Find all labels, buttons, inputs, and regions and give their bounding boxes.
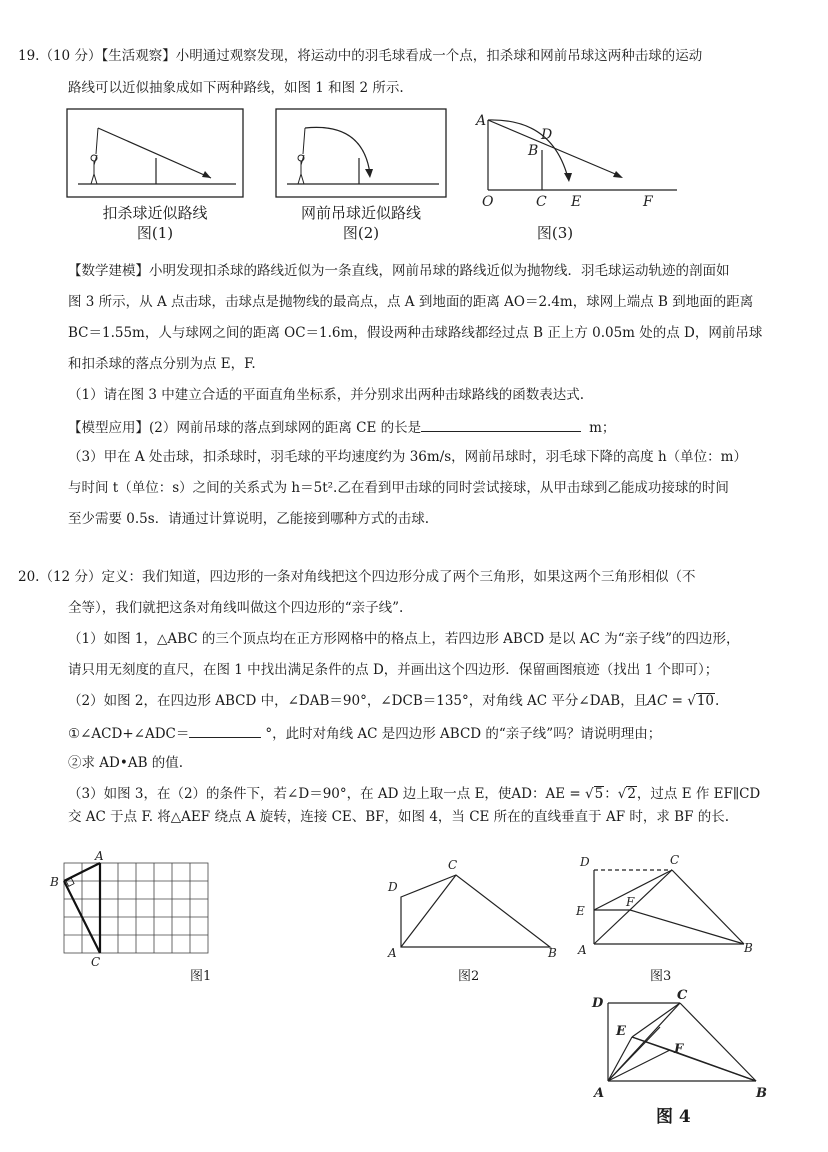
fig3-point-A: A [476, 113, 487, 129]
q19-fig2-caption: 网前吊球近似路线 [300, 204, 421, 222]
q20-p1-line1: （1）如图 1，△ABC 的三个顶点均在正方形网格中的格点上，若四边形 ABCD 是以 AC 为“亲子线”的四边形， [68, 631, 740, 647]
q20-p2-line3: ②求 AD•AB 的值. [68, 755, 184, 771]
q19-fig2-label: 图(2) [342, 224, 380, 242]
q20-fig1-point-A: A [95, 849, 104, 863]
q20-fig3-label: 图3 [650, 969, 672, 984]
q19-model-line1: 【数学建模】小明发现扣杀球的路线近似为一条直线，网前吊球的路线近似为抛物线．羽毛球运动轨迹的剖面如 [68, 263, 730, 279]
q20-fig3-point-E: E [576, 904, 585, 918]
q19-model-line4: 和扣杀球的落点分别为点 E，F. [68, 356, 256, 372]
q20-fig3-point-C: C [670, 853, 680, 867]
q20-p2-q1-rest: °，此时对角线 AC 是四边形 ABCD 的“亲子线”吗？请说明理由； [265, 726, 662, 742]
q20-p2-q1-answer-blank[interactable] [189, 723, 261, 738]
q19-fig1-label: 图(1) [136, 224, 174, 242]
q20-p3-sqrt5: 5 [594, 786, 604, 802]
fig3-point-B: B [528, 143, 539, 159]
q20-fig1-point-C: C [91, 955, 101, 968]
q20-p3-text: （3）如图 3，在（2）的条件下，若∠D＝90°，在 AD 边上取一点 E，使AD：AE = [68, 786, 585, 802]
q20-fig1-point-B: B [50, 875, 59, 889]
fig3-point-D: D [541, 127, 553, 143]
q20-line1: 20.（12 分）定义：我们知道，四边形的一条对角线把这个四边形分成了两个三角形，如果这两个三角形相似（不 [18, 569, 696, 585]
q20-fig3-point-A: A [578, 943, 587, 957]
q19-line1: 19.（10 分）【生活观察】小明通过观察发现，将运动中的羽毛球看成一个点，扣杀球和网前吊球这两种击球的运动 [18, 48, 703, 64]
q20-p2-line2 [68, 723, 661, 743]
q19-figure3 [472, 108, 682, 208]
q20-fig4-point-C: C [677, 988, 688, 1003]
fig3-point-F: F [643, 194, 653, 208]
q20-p3-rest: ，过点 E 作 EF∥CD [636, 786, 761, 802]
q20-fig4-point-E: E [616, 1024, 626, 1039]
q20-fig4-point-F: F [674, 1042, 684, 1057]
q20-fig3-point-B: B [744, 941, 753, 955]
q20-p3-sqrt2: 2 [627, 786, 636, 802]
q19-model-line2: 图 3 所示，从 A 点击球，击球点是抛物线的最高点，点 A 到地面的距离 AO＝2.4m，球网上端点 B 到地面的距离 [68, 294, 754, 310]
q19-part1: （1）请在图 3 中建立合适的平面直角坐标系，并分别求出两种击球路线的函数表达式. [68, 387, 585, 403]
q20-p2-text: （2）如图 2，在四边形 ABCD 中，∠DAB＝90°，∠DCB＝135°，对角线 AC 平分∠DAB，且 [68, 693, 648, 709]
fig3-point-O: O [482, 194, 494, 208]
q20-fig2-label: 图2 [458, 969, 480, 984]
q20-p3-line2: 交 AC 于点 F. 将△AEF 绕点 A 旋转，连接 CE、BF，如图 4，当 CE 所在的直线垂直于 AF 时，求 BF 的长. [68, 809, 730, 825]
q19-part2-answer-blank[interactable] [421, 417, 581, 432]
q20-fig2-point-B: B [548, 946, 557, 960]
q20-p1-line2: 请只用无刻度的直尺，在图 1 中找出满足条件的点 D，并画出这个四边形．保留画图痕迹（找出 1 个即可）； [68, 662, 719, 678]
q19-fig1-caption: 扣杀球近似路线 [102, 204, 208, 222]
q20-fig2-point-D: D [388, 880, 398, 894]
q20-fig3-point-D: D [580, 855, 590, 869]
q20-fig1-label: 图1 [190, 969, 212, 984]
q20-p2-period: . [715, 693, 720, 709]
q19-model-line3: BC＝1.55m，人与球网之间的距离 OC＝1.6m，假设两种击球路线都经过点 B 正上方 0.05m 处的点 D，网前吊球 [68, 325, 763, 341]
q19-part3-line1: （3）甲在 A 处击球，扣杀球时，羽毛球的平均速度约为 36m/s，网前吊球时，羽毛球下降的高度 h（单位：m） [68, 449, 747, 465]
q20-fig2-point-C: C [448, 858, 458, 872]
q20-figure2 [384, 855, 564, 965]
q19-fig3-label: 图(3) [536, 224, 574, 242]
q20-figure4 [580, 985, 780, 1100]
q19-part3-line3: 至少需要 0.5s．请通过计算说明，乙能接到哪种方式的击球. [68, 511, 429, 527]
q20-p3-colon: ： [604, 786, 618, 802]
fig3-point-E: E [571, 194, 582, 208]
q19-figure1 [66, 108, 244, 198]
q20-p2-q1-text: ①∠ACD+∠ADC＝ [68, 726, 190, 742]
q20-p2-line1: （2）如图 2，在四边形 ABCD 中，∠DAB＝90°，∠DCB＝135°，对角线 AC 平分∠DAB，且AC = √10. [68, 693, 720, 709]
q19-part2-unit: m； [589, 420, 616, 436]
q20-fig4-point-D: D [592, 996, 604, 1011]
q19-figure2 [275, 108, 447, 198]
q20-fig4-point-B: B [756, 1086, 767, 1100]
q20-fig4-point-A: A [594, 1086, 605, 1100]
q20-p3-line1: （3）如图 3，在（2）的条件下，若∠D＝90°，在 AD 边上取一点 E，使AD：AE = √5：√2，过点 E 作 EF∥CD [68, 786, 761, 802]
q20-line2: 全等），我们就把这条对角线叫做这个四边形的“亲子线”. [68, 600, 404, 616]
q20-fig3-point-F: F [626, 895, 635, 909]
q19-part2 [68, 417, 615, 437]
q19-line2: 路线可以近似抽象成如下两种路线，如图 1 和图 2 所示. [68, 80, 404, 96]
q20-figure3 [572, 850, 760, 960]
q19-part2-text: 【模型应用】(2）网前吊球的落点到球网的距离 CE 的长是 [68, 420, 422, 436]
q20-p2-ac: AC = [647, 693, 688, 709]
q20-fig4-label: 图 4 [656, 1107, 691, 1127]
q20-figure1 [46, 848, 216, 968]
q20-fig2-point-A: A [388, 946, 397, 960]
fig3-point-C: C [536, 194, 547, 208]
q20-p2-sqrt10: 10 [696, 693, 715, 709]
q19-part3-line2: 与时间 t（单位：s）之间的关系式为 h＝5t².乙在看到甲击球的同时尝试接球，从甲击球到乙能成功接球的时间 [68, 480, 729, 496]
